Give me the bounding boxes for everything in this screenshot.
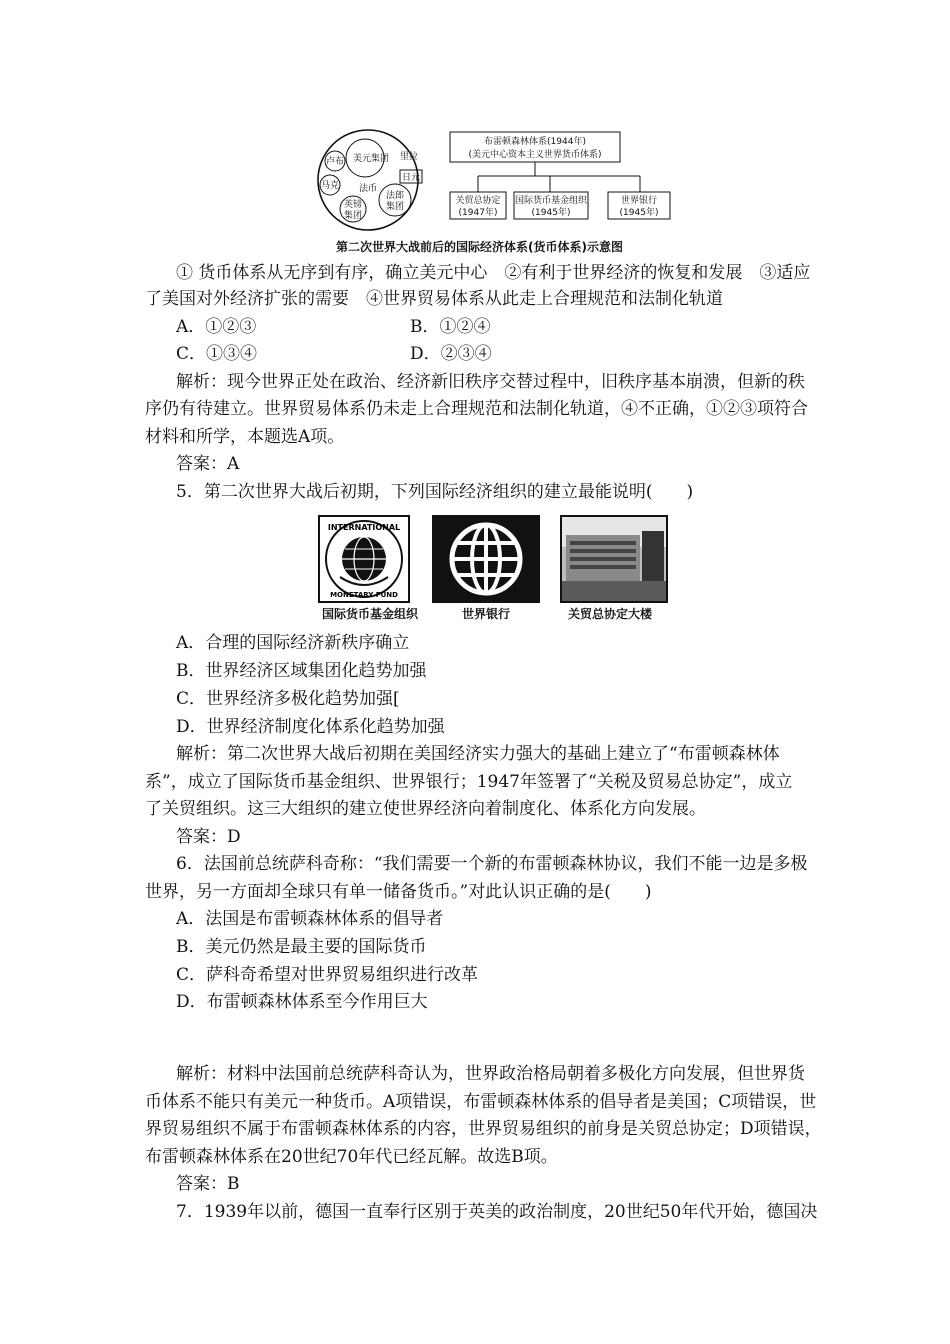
q6-option-c: C．萨科奇希望对世界贸易组织进行改革 (176, 965, 479, 985)
q6-analysis-line4: 布雷顿森林体系在20世纪70年代已经瓦解。故选B项。 (145, 1147, 558, 1167)
figure1-caption: 第二次世界大战前后的国际经济体系(货币体系)示意图 (336, 240, 623, 254)
q6-option-b: B．美元仍然是最主要的国际货币 (176, 937, 427, 957)
franc-center-label: 法币 (359, 184, 378, 194)
bretton-woods-root-title: 布雷顿森林体系(1944年) (484, 137, 586, 147)
usd-bloc-label: 美元集团 (353, 154, 390, 164)
q4-statements-line2: 了美国对外经济扩张的需要 ④世界贸易体系从此走上合理规范和法制化轨道 (145, 289, 723, 309)
q5-option-c: C．世界经济多极化趋势加强[ (176, 689, 400, 709)
currency-system-diagram (310, 128, 680, 236)
q4-option-b: B．①②④ (410, 317, 491, 337)
q6-stem-line1: 6．法国前总统萨科奇称：“我们需要一个新的布雷顿森林协议，我们不能一边是多极 (176, 854, 808, 874)
building-icon (562, 517, 666, 601)
q6-option-d: D．布雷顿森林体系至今作用巨大 (176, 992, 428, 1012)
q5-option-a: A．合理的国际经济新秩序确立 (176, 633, 410, 653)
svg-text:INTERNATIONAL: INTERNATIONAL (327, 523, 401, 532)
world-bank-image-caption: 世界银行 (462, 607, 511, 621)
q4-option-c: C．①③④ (176, 344, 258, 364)
world-bank-year: (1945年) (619, 208, 659, 218)
franc-bloc-label-2: 集团 (386, 202, 405, 212)
q4-analysis-line3: 材料和所学，本题选A项。 (145, 427, 345, 447)
q6-analysis-line2: 币体系不能只有美元一种货币。A项错误，布雷顿森林体系的倡导者是美国；C项错误，世 (145, 1092, 817, 1112)
imf-seal-icon (320, 517, 408, 601)
imf-name: 国际货币基金组织 (514, 196, 588, 206)
q5-option-d: D．世界经济制度化体系化趋势加强 (176, 717, 445, 737)
q4-option-d: D．②③④ (410, 344, 492, 364)
gatt-year: (1947年) (458, 208, 498, 218)
imf-year: (1945年) (531, 208, 571, 218)
svg-text:MONETARY FUND: MONETARY FUND (330, 591, 398, 599)
q6-analysis-line3: 界贸易组织不属于布雷顿森林体系的内容，世界贸易组织的前身是关贸总协定；D项错误， (145, 1119, 822, 1139)
q5-answer: 答案：D (176, 827, 241, 847)
gatt-building-photo (560, 515, 668, 603)
q5-analysis-line2: 系”，成立了国际货币基金组织、世界银行；1947年签署了“关税及贸易总协定”，成立 (145, 772, 793, 792)
lira-label: 里拉 (400, 152, 419, 162)
q4-option-a: A．①②③ (176, 317, 257, 337)
q4-answer: 答案：A (176, 454, 240, 474)
sterling-label-2: 集团 (344, 211, 363, 221)
world-bank-logo-image (432, 515, 540, 603)
lubu-label: 卢布 (326, 157, 345, 167)
q7-stem-line1: 7．1939年以前，德国一直奉行区别于英美的政治制度，20世纪50年代开始，德国决 (176, 1202, 818, 1222)
q6-stem-line2: 世界，另一方面却全球只有单一储备货币。”对此认识正确的是( ) (145, 882, 652, 902)
q5-analysis-line3: 了关贸组织。这三大组织的建立使世界经济向着制度化、体系化方向发展。 (145, 799, 706, 819)
q6-option-a: A．法国是布雷顿森林体系的倡导者 (176, 909, 444, 929)
world-bank-name: 世界银行 (620, 196, 658, 206)
q5-stem: 5．第二次世界大战后初期，下列国际经济组织的建立最能说明( ) (176, 482, 694, 502)
yen-label: 日元 (402, 173, 421, 183)
q5-option-b: B．世界经济区域集团化趋势加强 (176, 661, 427, 681)
q6-analysis-line1: 解析：材料中法国前总统萨科奇认为，世界政治格局朝着多极化方向发展，但世界货 (176, 1064, 805, 1084)
gatt-image-caption: 关贸总协定大楼 (568, 607, 653, 621)
q6-answer: 答案：B (176, 1174, 240, 1194)
imf-logo-image (318, 515, 410, 603)
sterling-label-1: 英镑 (344, 200, 363, 210)
bretton-woods-root-subtitle: (美元中心资本主义世界货币体系) (468, 150, 602, 160)
q4-analysis-line1: 解析：现今世界正处在政治、经济新旧秩序交替过程中，旧秩序基本崩溃，但新的秩 (176, 372, 805, 392)
q5-analysis-line1: 解析：第二次世界大战后初期在美国经济实力强大的基础上建立了“布雷顿森林体 (176, 744, 780, 764)
franc-bloc-label-1: 法郎 (386, 191, 405, 201)
globe-icon (434, 517, 538, 601)
mark-label: 马克 (321, 181, 340, 191)
q4-statements-line1: ① 货币体系从无序到有序，确立美元中心 ②有利于世界经济的恢复和发展 ③适应 (176, 263, 811, 283)
q4-analysis-line2: 序仍有待建立。世界贸易体系仍未走上合理规范和法制化轨道，④不正确，①②③项符合 (145, 399, 808, 419)
gatt-name: 关贸总协定 (455, 196, 501, 206)
imf-image-caption: 国际货币基金组织 (322, 607, 419, 621)
